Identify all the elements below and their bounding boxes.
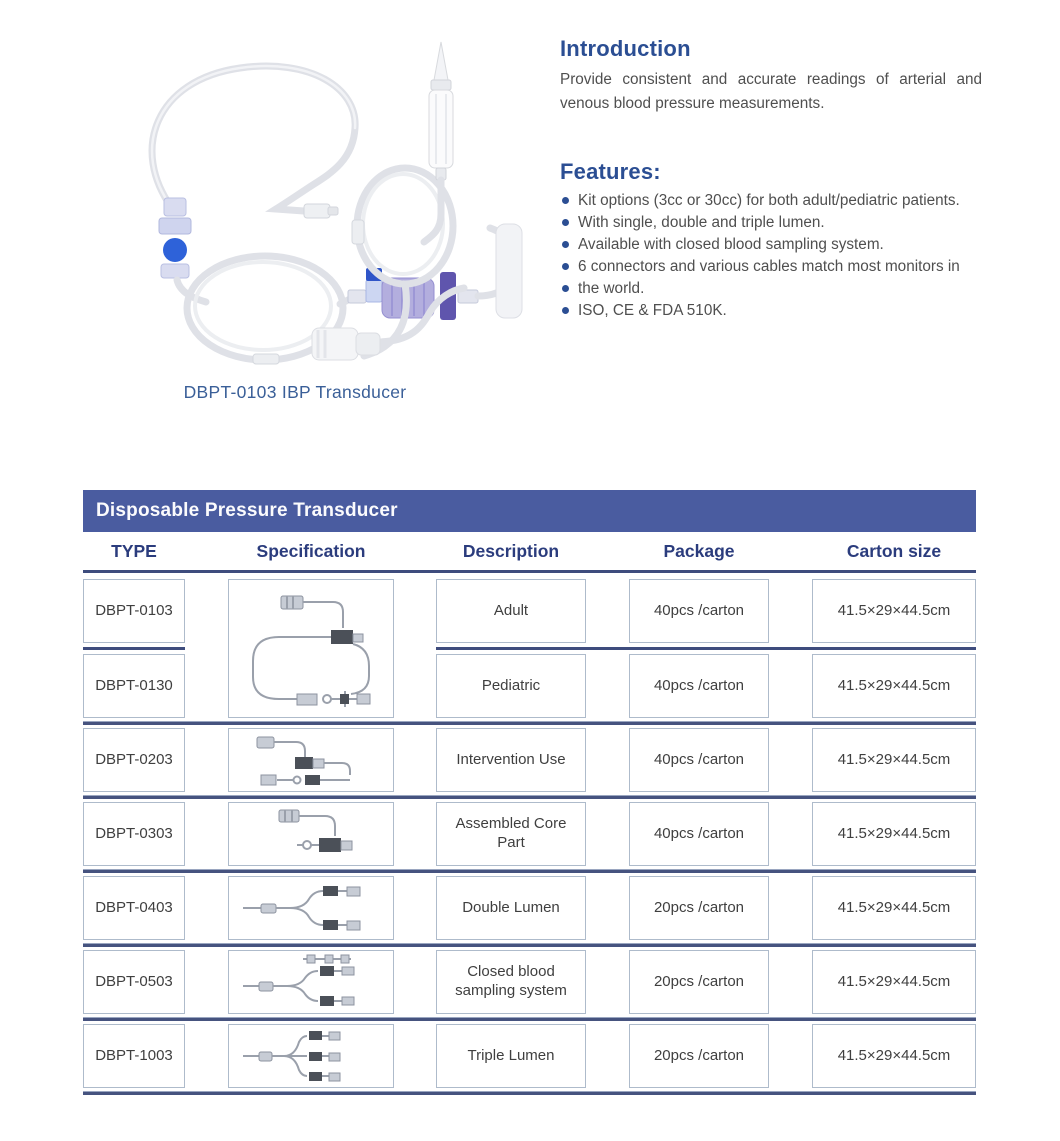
group-inner-separator — [436, 647, 976, 650]
intervention-kit-diagram — [235, 731, 387, 789]
product-photo-ibp-transducer — [60, 28, 530, 376]
hero-text-column — [560, 36, 982, 322]
feature-text: With single, double and triple lumen. — [578, 214, 825, 232]
cell-package: 40pcs /carton — [629, 728, 769, 792]
cell-package: 20pcs /carton — [629, 950, 769, 1014]
bullet-icon — [562, 241, 569, 248]
cell-carton-size: 41.5×29×44.5cm — [812, 876, 976, 940]
features-block — [560, 159, 982, 321]
feature-text: 6 connectors and various cables match most monitors in — [578, 257, 960, 275]
bullet-icon — [562, 307, 569, 314]
triple-lumen-diagram — [235, 1027, 387, 1085]
spec-diagram-dbpt-0103-0130 — [228, 579, 394, 718]
cell-carton-size: 41.5×29×44.5cm — [812, 1024, 976, 1088]
table-row-group-dbpt-0103-0130 — [83, 579, 976, 718]
introduction-body: Provide consistent and accurate readings of arterial and venous blood pressure measurements. — [560, 71, 982, 112]
feature-item — [560, 234, 982, 256]
bullet-icon — [562, 263, 569, 270]
feature-item — [560, 300, 982, 322]
cell-type: DBPT-1003 — [83, 1024, 185, 1088]
feature-item — [560, 190, 982, 212]
group-inner-separator — [83, 647, 185, 650]
cell-package: 20pcs /carton — [629, 1024, 769, 1088]
table-row-dbpt-0203 — [83, 728, 976, 792]
table-banner-title: Disposable Pressure Transducer — [83, 490, 976, 532]
cell-package: 40pcs /carton — [629, 654, 769, 718]
cell-type: DBPT-0130 — [83, 654, 185, 718]
spec-diagram-dbpt-0303 — [228, 802, 394, 866]
table-row-dbpt-0303 — [83, 802, 976, 866]
cell-description: Adult — [436, 579, 586, 643]
cell-carton-size: 41.5×29×44.5cm — [812, 728, 976, 792]
double-lumen-diagram — [235, 879, 387, 937]
closed-sampling-diagram — [235, 953, 387, 1011]
bullet-icon — [562, 219, 569, 226]
table-row-dbpt-0403 — [83, 876, 976, 940]
column-header-package: Package — [663, 540, 735, 561]
bullet-icon — [562, 285, 569, 292]
cell-type: DBPT-0403 — [83, 876, 185, 940]
cell-type: DBPT-0503 — [83, 950, 185, 1014]
feature-item — [560, 278, 982, 300]
features-heading: Features: — [560, 159, 661, 185]
cell-description: Triple Lumen — [436, 1024, 586, 1088]
spec-diagram-dbpt-1003 — [228, 1024, 394, 1088]
spec-diagram-dbpt-0203 — [228, 728, 394, 792]
product-caption: DBPT-0103 IBP Transducer — [183, 382, 407, 402]
row-separator — [83, 795, 976, 799]
cell-type: DBPT-0103 — [83, 579, 185, 643]
features-list — [560, 190, 982, 321]
row-separator — [83, 1017, 976, 1021]
header-rule — [83, 570, 976, 573]
cell-description: Pediatric — [436, 654, 586, 718]
column-header-type: TYPE — [111, 540, 157, 561]
feature-text: Kit options (3cc or 30cc) for both adult/pediatric patients. — [578, 192, 960, 210]
cell-type: DBPT-0303 — [83, 802, 185, 866]
spec-table — [83, 490, 976, 1095]
feature-text: ISO, CE & FDA 510K. — [578, 301, 727, 319]
cell-type: DBPT-0203 — [83, 728, 185, 792]
core-part-diagram — [235, 805, 387, 863]
bullet-icon — [562, 197, 569, 204]
table-row-dbpt-0503 — [83, 950, 976, 1014]
column-header-description: Description — [462, 540, 560, 561]
introduction-heading: Introduction — [560, 36, 691, 61]
feature-text: the world. — [578, 279, 645, 297]
cell-carton-size: 41.5×29×44.5cm — [812, 654, 976, 718]
ibp-transducer-illustration — [60, 28, 530, 376]
feature-text: Available with closed blood sampling system. — [578, 236, 884, 254]
cell-package: 40pcs /carton — [629, 802, 769, 866]
cell-package: 40pcs /carton — [629, 579, 769, 643]
spec-diagram-dbpt-0403 — [228, 876, 394, 940]
table-bottom-rule — [83, 1091, 976, 1095]
column-header-carton-size: Carton size — [846, 540, 942, 561]
column-header-specification: Specification — [256, 540, 366, 561]
row-separator — [83, 721, 976, 725]
cell-description: Intervention Use — [436, 728, 586, 792]
table-row-dbpt-1003 — [83, 1024, 976, 1088]
table-column-headers — [83, 532, 976, 570]
spec-diagram-dbpt-0503 — [228, 950, 394, 1014]
cell-carton-size: 41.5×29×44.5cm — [812, 579, 976, 643]
feature-item — [560, 256, 982, 278]
cell-description: Assembled Core Part — [436, 802, 586, 866]
feature-item — [560, 212, 982, 234]
kit-loop-diagram — [235, 586, 387, 712]
cell-carton-size: 41.5×29×44.5cm — [812, 950, 976, 1014]
row-separator — [83, 869, 976, 873]
cell-carton-size: 41.5×29×44.5cm — [812, 802, 976, 866]
row-separator — [83, 943, 976, 947]
cell-description: Closed blood sampling system — [436, 950, 586, 1014]
cell-package: 20pcs /carton — [629, 876, 769, 940]
cell-description: Double Lumen — [436, 876, 586, 940]
